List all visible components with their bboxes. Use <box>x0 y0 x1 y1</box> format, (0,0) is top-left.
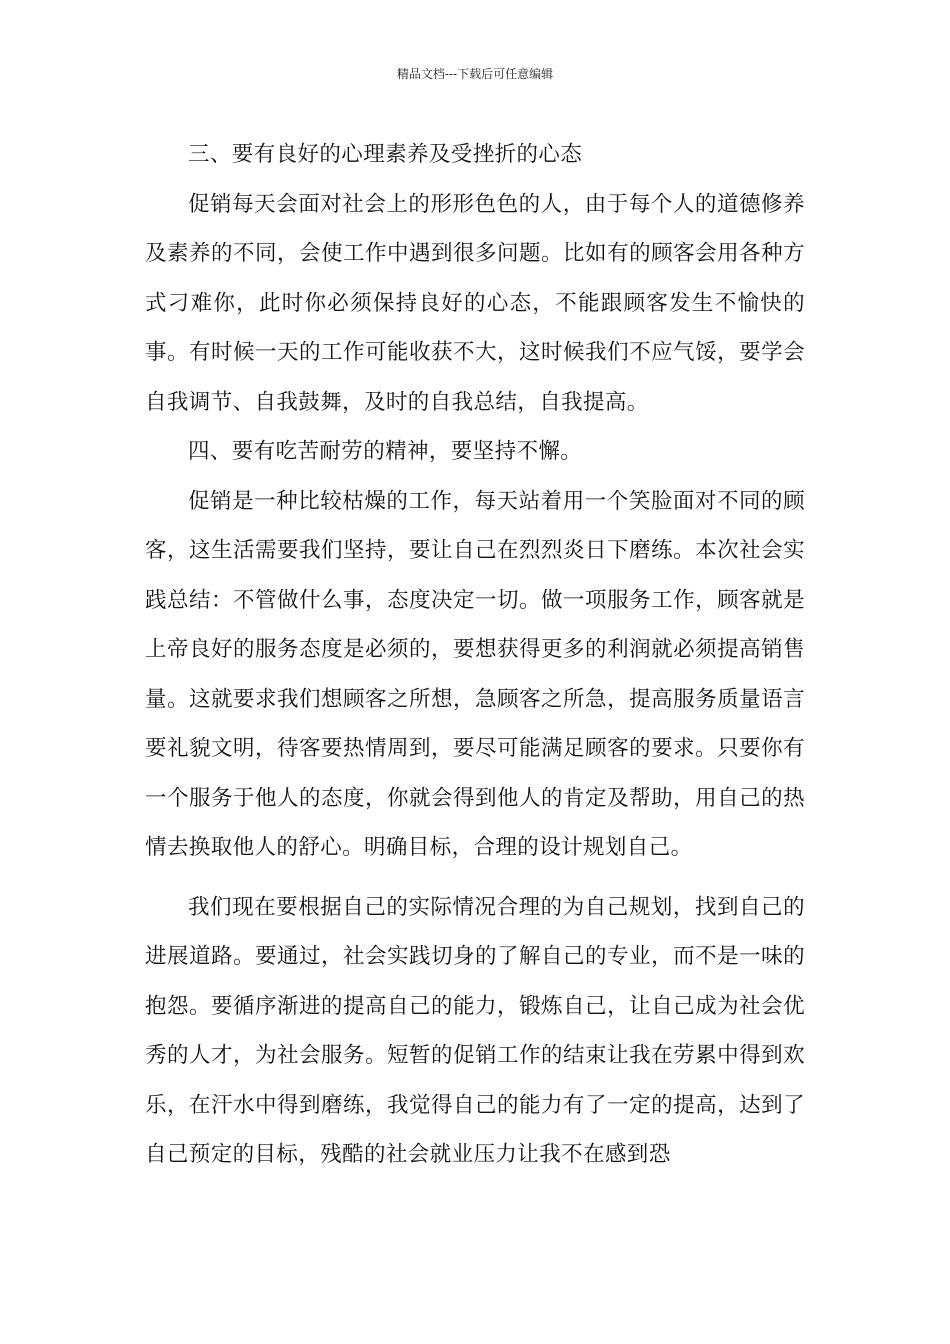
section-heading-3: 三、要有良好的心理素养及受挫折的心态 <box>188 142 583 167</box>
section-heading-4: 四、要有吃苦耐劳的精神，要坚持不懈。 <box>188 439 583 464</box>
document-body <box>145 130 805 1180</box>
paragraph-planning: 我们现在要根据自己的实际情况合理的为自己规划，找到自己的进展道路。要通过，社会实践切身的了解自己的专业，而不是一味的抱怨。要循序渐进的提高自己的能力，锻炼自己，让自己成为社会优秀的人才，为社会服务。短暂的促销工作的结束让我在劳累中得到欢乐，在汗水中得到磨练，我觉得自己的能力有了一定的提高，达到了自己预定的目标，残酷的社会就业压力让我不在感到恐 <box>145 894 805 1167</box>
paragraph-hardwork: 促销是一种比较枯燥的工作，每天站着用一个笑脸面对不同的顾客，这生活需要我们坚持，要让自己在烈烈炎日下磨练。本次社会实践总结：不管做什么事，态度决定一切。做一项服务工作，顾客就是上帝良好的服务态度是必须的，要想获得更多的利润就必须提高销售量。这就要求我们想顾客之所想，急顾客之所急，提高服务质量语言要礼貌文明，待客要热情周到，要尽可能满足顾客的要求。只要你有一个服务于他人的态度，你就会得到他人的肯定及帮助，用自己的热情去换取他人的舒心。明确目标，合理的设计规划自己。 <box>145 488 805 860</box>
paragraph-mindset: 促销每天会面对社会上的形形色色的人，由于每个人的道德修养及素养的不同，会使工作中遇到很多问题。比如有的顾客会用各种方式刁难你，此时你必须保持良好的心态，不能跟顾客发生不愉快的事。有时候一天的工作可能收获不大，这时候我们不应气馁，要学会自我调节、自我鼓舞，及时的自我总结，自我提高。 <box>145 191 805 415</box>
page-header: 精品文档---下载后可任意编辑 <box>396 67 554 81</box>
